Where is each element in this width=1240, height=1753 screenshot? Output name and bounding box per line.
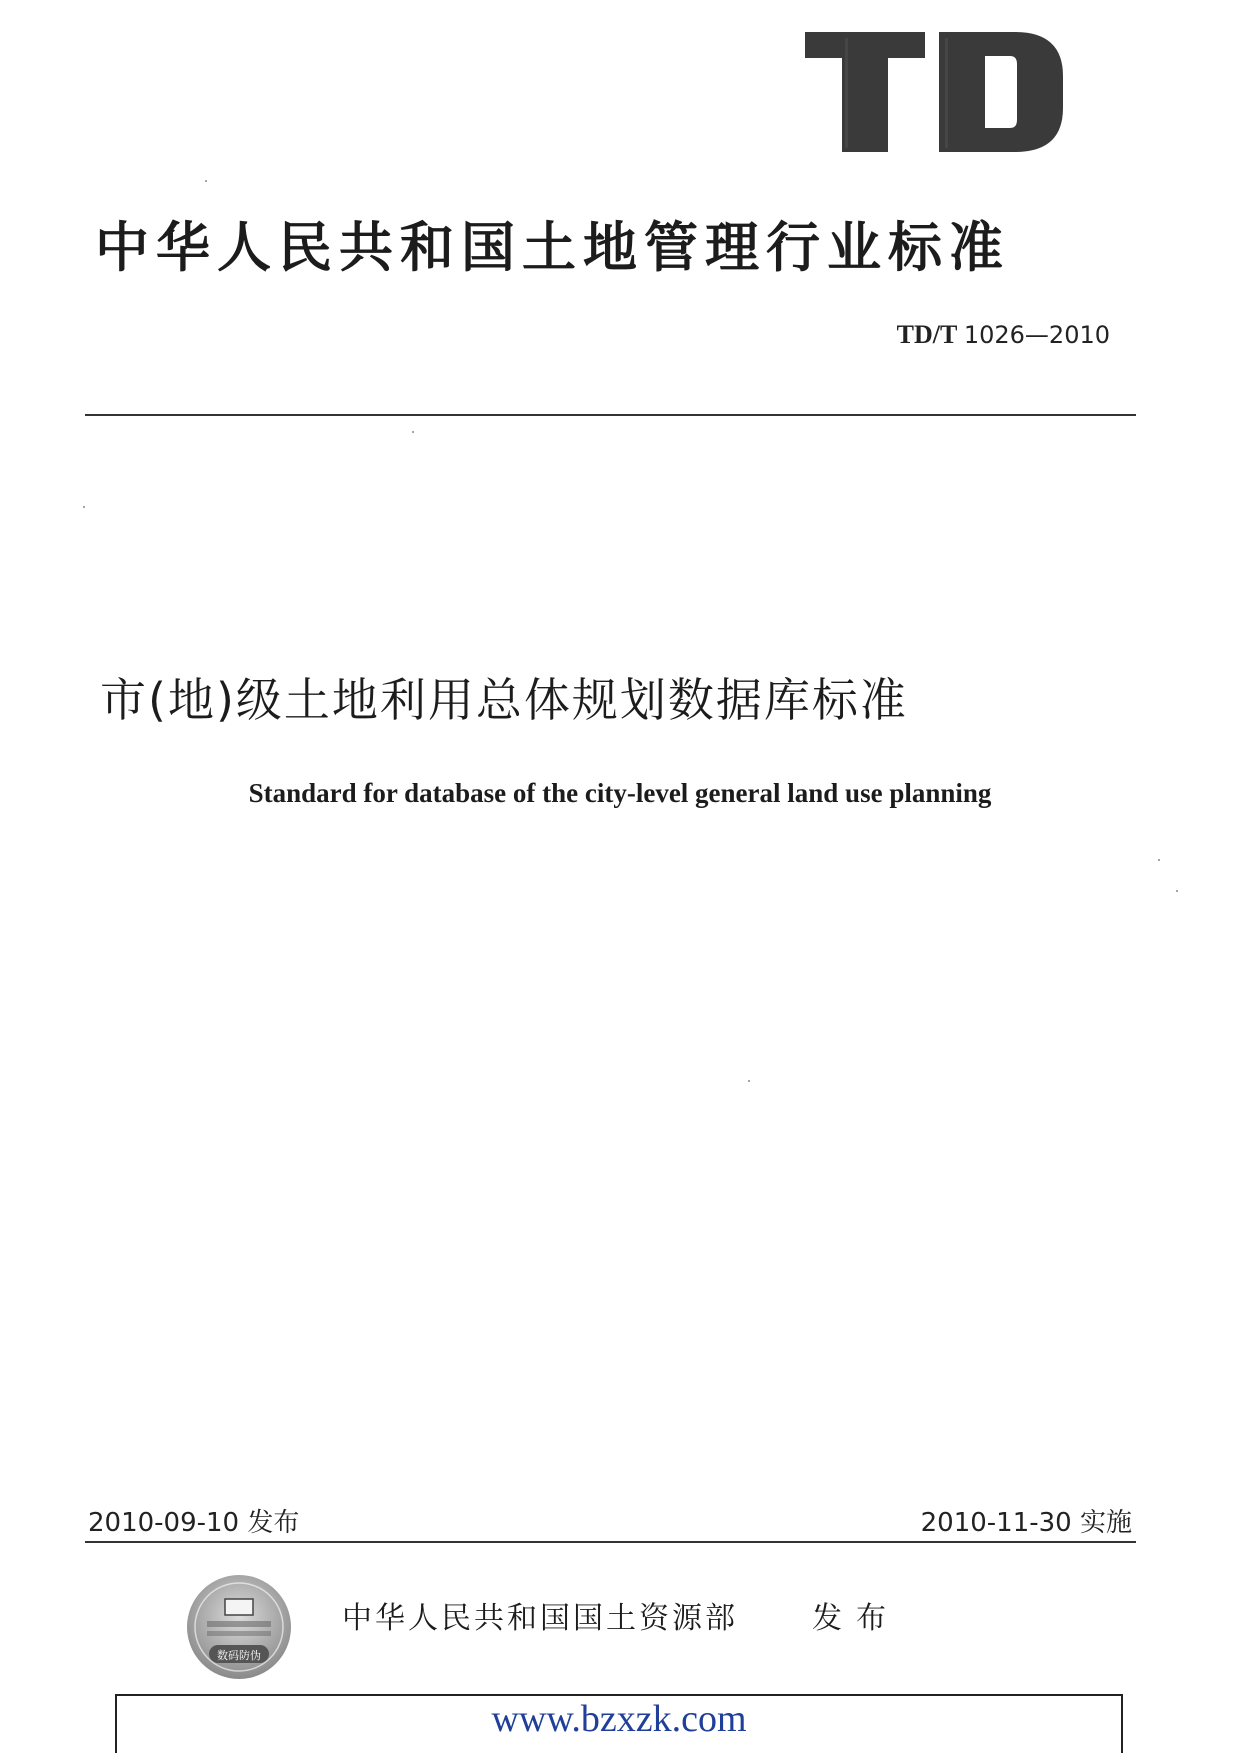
top-divider [85, 414, 1136, 416]
standard-code: TD/T [896, 320, 958, 349]
standard-number-year: 1026—2010 [963, 321, 1110, 349]
anti-counterfeit-seal-icon [185, 1573, 293, 1681]
publish-label: 发布 [812, 1601, 900, 1636]
standard-number [780, 320, 1110, 350]
issue-date: 2010-09-10 发布 [88, 1508, 300, 1538]
scan-speck [748, 1080, 750, 1082]
td-logo [805, 28, 1067, 156]
scan-speck [1176, 890, 1178, 892]
document-subtitle-english: Standard for database of the city-level general land use planning [248, 778, 992, 808]
website-link[interactable]: www.bzxzk.com [491, 1698, 747, 1740]
td-logo-graphic [805, 28, 1067, 156]
document-title: 市(地)级土地利用总体规划数据库标准 [100, 673, 908, 727]
scan-speck [205, 180, 207, 182]
seal-graphic [185, 1573, 293, 1681]
implementation-date: 2010-11-30 实施 [920, 1508, 1132, 1538]
scan-speck [83, 506, 85, 508]
seal-label: 数码防伪 [217, 1649, 261, 1662]
bottom-divider [85, 1541, 1136, 1543]
scan-speck [1158, 859, 1160, 861]
industry-standard-title: 中华人民共和国土地管理行业标准 [95, 216, 1010, 279]
scan-speck [412, 431, 414, 433]
publisher-name: 中华人民共和国国土资源部 [342, 1601, 738, 1636]
